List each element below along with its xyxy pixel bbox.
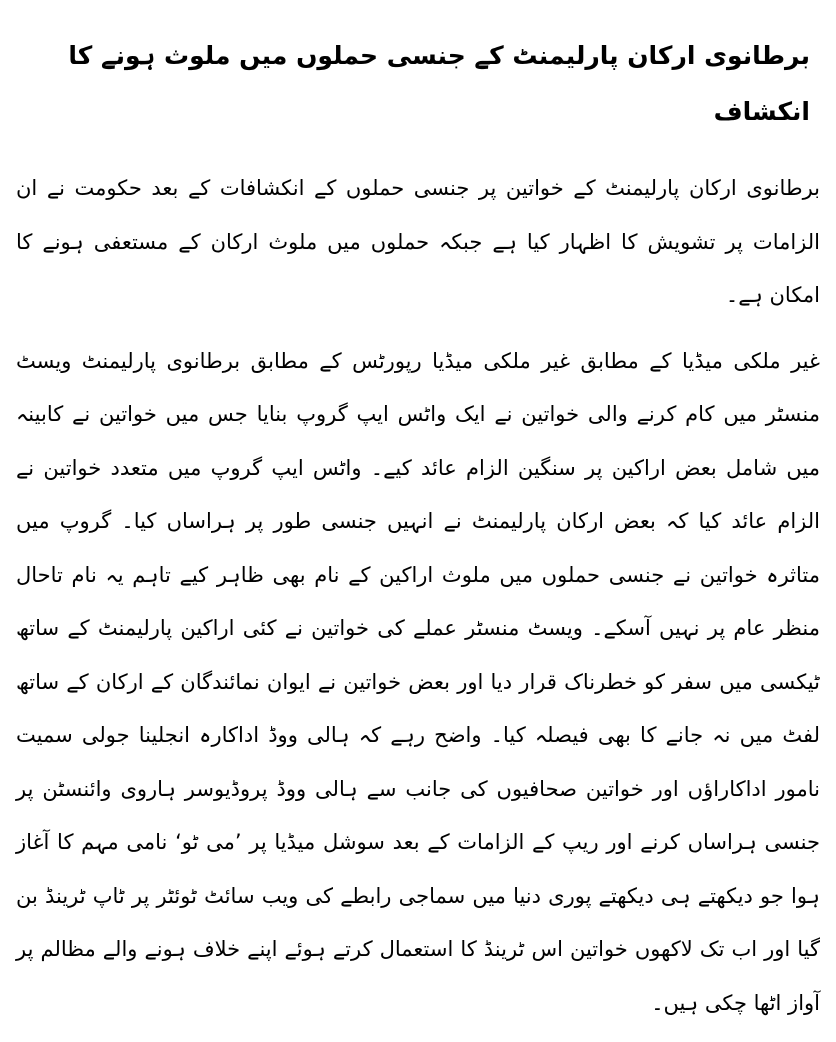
article-title: برطانوی ارکان پارلیمنٹ کے جنسی حملوں میں ملوث ہونے کا انکشاف — [68, 41, 810, 126]
article-paragraph-body: غیر ملکی میڈیا کے مطابق غیر ملکی میڈیا رپورٹس کے مطابق برطانوی پارلیمنٹ ویسٹ منسٹر میں کام کرنے والی خواتین نے ایک واٹس ایپ گروپ بنایا جس میں خواتین نے کابینہ میں شامل بعض اراکین پر سنگین الزام عائد کیے۔ واٹس ایپ گروپ میں متعدد خواتین نے الزام عائد کیا کہ بعض ارکان پارلیمنٹ نے انہیں جنسی طور پر ہراساں کیا۔ گروپ میں متاثرہ خواتین نے جنسی حملوں میں ملوث اراکین کے نام بھی ظاہر کیے تاہم یہ نام تاحال منظر عام پر نہیں آسکے۔ ویسٹ منسٹر عملے کی خواتین نے کئی اراکین پارلیمنٹ کے ساتھ ٹیکسی میں سفر کو خطرناک قرار دیا اور بعض خواتین نے ایوان نمائندگان کے ارکان کے ساتھ لفٹ میں نہ جانے کا بھی فیصلہ کیا۔ واضح رہے کہ ہالی ووڈ اداکارہ انجلینا جولی سمیت نامور اداکاراؤں اور خواتین صحافیوں کی جانب سے ہالی ووڈ پروڈیوسر ہاروی وائنسٹن پر جنسی ہراساں کرنے اور ریپ کے الزامات کے بعد سوشل میڈیا پر ’می ٹو‘ نامی مہم کا آغاز ہوا جو دیکھتے ہی دیکھتے پوری دنیا میں سماجی رابطے کی ویب سائٹ ٹوئٹر پر ٹاپ ٹرینڈ بن گیا اور اب تک لاکھوں خواتین اس ٹرینڈ کا استعمال کرتے ہوئے اپنے خلاف ہونے والے مظالم پر آواز اٹھا چکی ہیں۔ — [16, 348, 820, 1015]
article-paragraph-intro: برطانوی ارکان پارلیمنٹ کے خواتین پر جنسی حملوں کے انکشافات کے بعد حکومت نے ان الزامات پر تشویش کا اظہار کیا ہے جبکہ حملوں میں ملوث ارکان کے مستعفی ہونے کا امکان ہے۔ — [16, 176, 820, 307]
